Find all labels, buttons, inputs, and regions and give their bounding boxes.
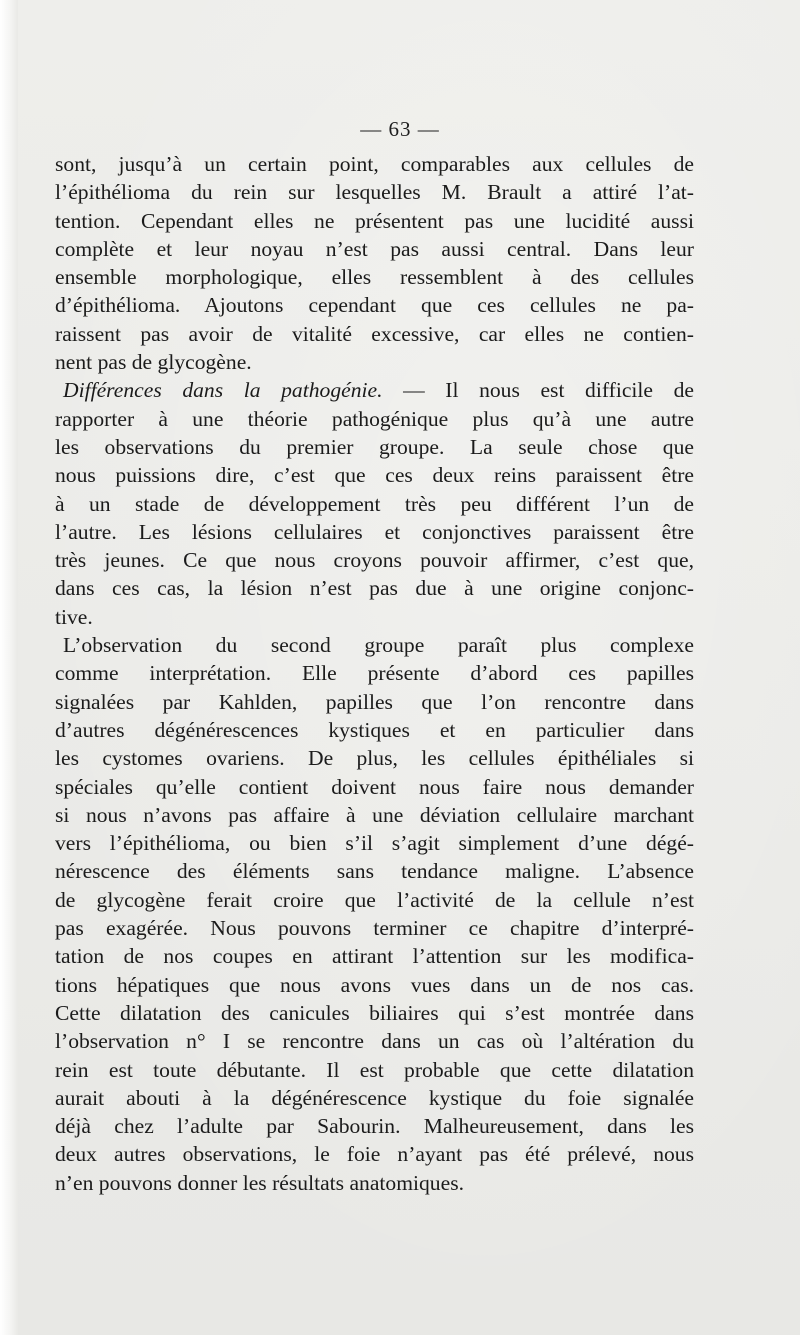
text-line: raissent pas avoir de vitalité excessive, car elles ne contien- bbox=[55, 321, 694, 346]
text-line: de glycogène ferait croire que l’activité de la cellule n’est bbox=[55, 887, 694, 912]
text-line: les observations du premier groupe. La seule chose que bbox=[55, 434, 694, 459]
section-heading: Différences dans la pathogénie. bbox=[63, 378, 383, 403]
text-line: tive. bbox=[55, 604, 93, 629]
paragraph-heading-line bbox=[55, 376, 694, 404]
text-line: Cette dilatation des canicules biliaires qui s’est montrée dans bbox=[55, 1000, 694, 1025]
text-line: d’épithélioma. Ajoutons cependant que ces cellules ne pa- bbox=[55, 293, 694, 318]
text-line: vers l’épithélioma, ou bien s’il s’agit simplement d’une dégé- bbox=[55, 831, 694, 856]
text-line: n’en pouvons donner les résultats anatomiques. bbox=[55, 1170, 464, 1195]
text-line: si nous n’avons pas affaire à une déviation cellulaire marchant bbox=[55, 802, 694, 827]
text-line: l’épithélioma du rein sur lesquelles M. Brault a attiré l’at- bbox=[55, 180, 694, 205]
text-line: nérescence des éléments sans tendance maligne. L’absence bbox=[55, 859, 694, 884]
text-line: à un stade de développement très peu différent l’un de bbox=[55, 491, 694, 516]
text-line: deux autres observations, le foie n’ayant pas été prélevé, nous bbox=[55, 1142, 694, 1167]
text-line: tention. Cependant elles ne présentent pas une lucidité aussi bbox=[55, 208, 694, 233]
text-line: d’autres dégénérescences kystiques et en particulier dans bbox=[55, 717, 694, 742]
text-line: L’observation du second groupe paraît plus complexe bbox=[63, 633, 694, 658]
text-line: tions hépatiques que nous avons vues dans un de nos cas. bbox=[55, 972, 694, 997]
text-line: dans ces cas, la lésion n’est pas due à une origine conjonc- bbox=[55, 576, 694, 601]
text-line: comme interprétation. Elle présente d’abord ces papilles bbox=[55, 661, 694, 686]
text-line: pas exagérée. Nous pouvons terminer ce chapitre d’interpré- bbox=[55, 916, 694, 941]
text-line: ensemble morphologique, elles ressemblent à des cellules bbox=[55, 265, 694, 290]
text-line: spéciales qu’elle contient doivent nous faire nous demander bbox=[55, 774, 694, 799]
text-line: nous puissions dire, c’est que ces deux reins paraissent être bbox=[55, 463, 694, 488]
text-line: complète et leur noyau n’est pas aussi central. Dans leur bbox=[55, 236, 694, 261]
text-line: rein est toute débutante. Il est probable que cette dilatation bbox=[55, 1057, 694, 1082]
text-line: tation de nos coupes en attirant l’attention sur les modifica- bbox=[55, 944, 694, 969]
text-line: aurait abouti à la dégénérescence kystique du foie signalée bbox=[55, 1085, 694, 1110]
text-line: sont, jusqu’à un certain point, comparables aux cellules de bbox=[55, 152, 694, 176]
text-line: déjà chez l’adulte par Sabourin. Malheureusement, dans les bbox=[55, 1114, 694, 1139]
text-line: nent pas de glycogène. bbox=[55, 350, 252, 375]
text-line-rest: — Il nous est difficile de bbox=[382, 378, 694, 403]
text-line: très jeunes. Ce que nous croyons pouvoir affirmer, c’est que, bbox=[55, 548, 694, 573]
text-line: les cystomes ovariens. De plus, les cellules épithéliales si bbox=[55, 746, 694, 771]
scan-margin bbox=[0, 0, 18, 1335]
text-line: rapporter à une théorie pathogénique plus qu’à une autre bbox=[55, 406, 694, 431]
text-line: l’observation n° I se rencontre dans un cas où l’altération du bbox=[55, 1029, 694, 1054]
page-number: — 63 — bbox=[360, 117, 440, 141]
text-line: signalées par Kahlden, papilles que l’on rencontre dans bbox=[55, 689, 694, 714]
text-line: l’autre. Les lésions cellulaires et conjonctives paraissent être bbox=[55, 519, 694, 544]
body-text bbox=[55, 150, 694, 1197]
